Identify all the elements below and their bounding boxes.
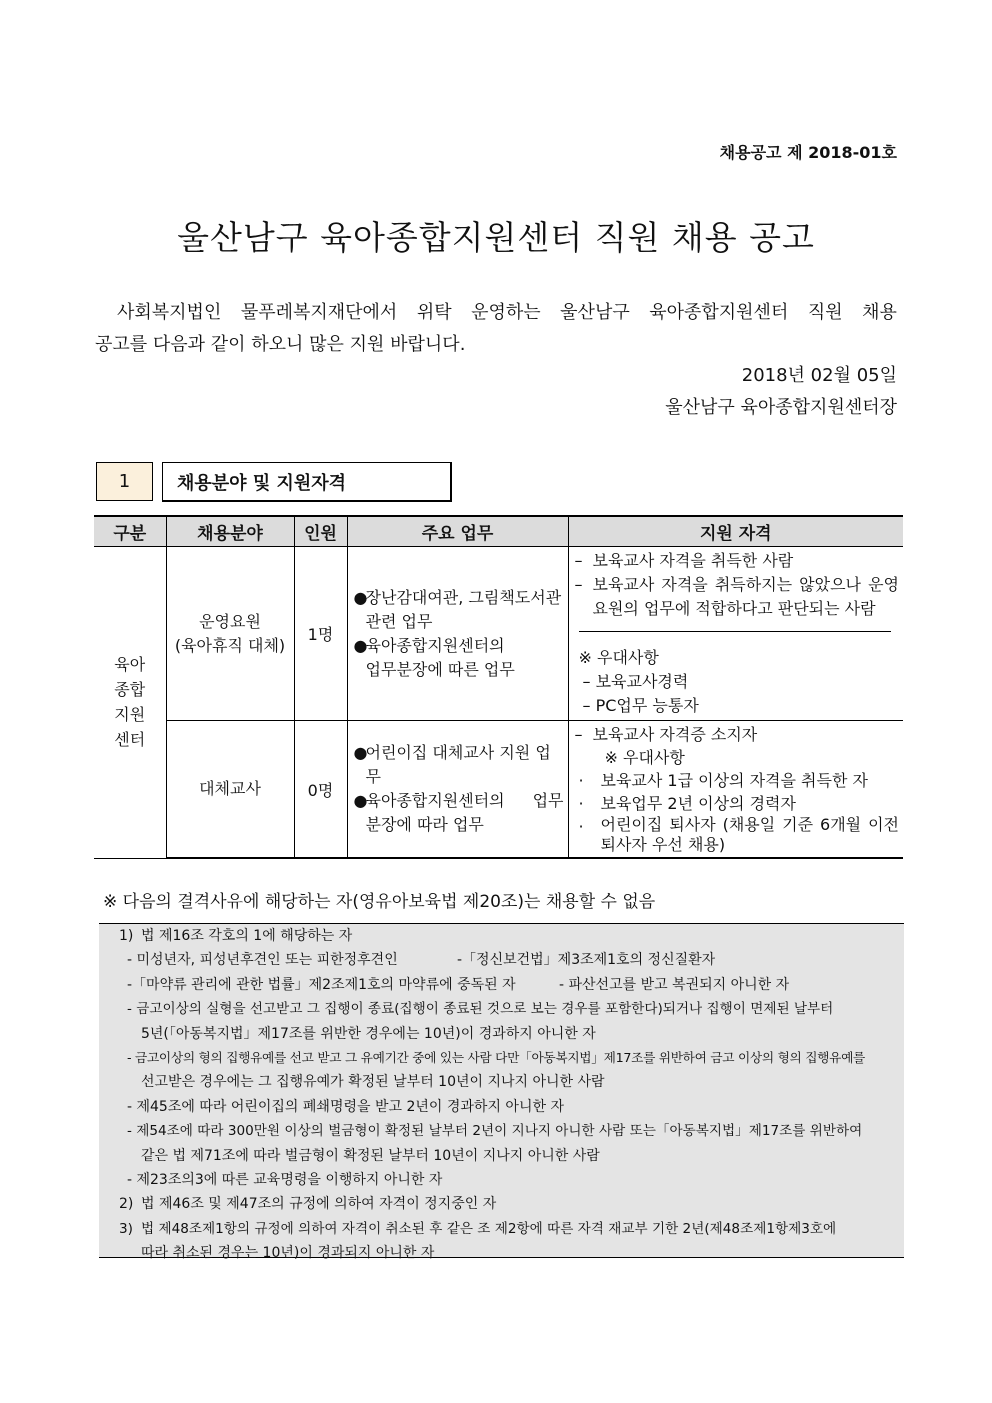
issuer: 울산남구 육아종합지원센터장 <box>665 397 897 418</box>
item-text: 법 제46조 및 제47조의 규정에 의하여 자격이 정지중인 자 <box>141 1196 497 1213</box>
notice-date: 2018년 02월 05일 <box>741 365 897 386</box>
category-text: 센터 <box>114 730 146 750</box>
field-cell <box>166 721 294 859</box>
dash-icon: – <box>574 725 583 744</box>
bullet-icon: ● <box>353 635 368 655</box>
duty-text: 장난감대여관, 그림책도서관 <box>365 587 562 607</box>
item-text: - 금고이상의 실형을 선고받고 그 집행이 종료(집행이 종료된 것으로 보는 경우를 포함한다)되거나 집행이 면제된 날부터 <box>127 1001 834 1018</box>
intro-word: 직원 <box>807 302 843 323</box>
header-duties: 주요 업무 <box>347 516 568 547</box>
duty-text: 육아종합지원센터의 <box>365 635 505 655</box>
qualification-text: 보육교사 자격을 취득하지는 않았으나 운영 <box>592 575 899 594</box>
item-text: - 제45조에 따라 어린이집의 폐쇄명령을 받고 2년이 경과하지 아니한 자 <box>127 1098 564 1115</box>
disqualification-box <box>99 923 904 1262</box>
field-name: 운영요원 <box>199 611 261 631</box>
preference-item: – 보육교사경력 <box>582 672 689 691</box>
list-item <box>119 997 890 1021</box>
duty-item <box>354 741 564 789</box>
count-cell: 1명 <box>294 547 347 721</box>
intro-word: 물푸레복지재단에서 <box>240 302 398 323</box>
item-text: -「정신보건법」제3조제1호의 정신질환자 <box>457 952 716 969</box>
table-header-row <box>94 516 903 547</box>
item-text: - 파산선고를 받고 복권되지 아니한 자 <box>559 976 790 993</box>
duty-text: 관련 업무 <box>365 611 433 631</box>
qualification-item <box>575 549 900 573</box>
table-row <box>94 721 903 859</box>
list-item <box>119 924 890 948</box>
category-text: 종합 <box>114 680 146 700</box>
dot-icon: · <box>578 794 584 813</box>
qualification-item <box>575 573 900 621</box>
intro-word: 울산남구 <box>560 302 630 323</box>
duty-item <box>354 586 564 634</box>
duty-text: 업무분장에 따른 업무 <box>365 659 515 679</box>
item-text: - 금고이상의 형의 집행유예를 선고 받고 그 유예기간 중에 있는 사람 다만「아동복지법」제17조를 위반하여 금고 이상의 형의 집행유예를 <box>127 1050 865 1066</box>
dot-icon: · <box>578 771 584 790</box>
qualification-text: 요원의 업무에 적합하다고 판단되는 사람 <box>592 599 876 618</box>
list-item <box>119 1119 890 1143</box>
preference-text: 퇴사자 우선 채용) <box>600 835 726 854</box>
preference-item: – PC업무 능통자 <box>582 696 699 715</box>
qualification-item <box>575 723 900 746</box>
category-text: 지원 <box>114 705 146 725</box>
item-number: 3) <box>119 1220 133 1237</box>
preference-title: ※ 우대사항 <box>604 748 685 767</box>
duty-item <box>354 789 564 837</box>
intro-paragraph <box>95 297 897 361</box>
item-text: 법 제16조 각호의 1에 해당하는 자 <box>141 928 353 944</box>
dot-icon: · <box>578 817 584 836</box>
header-qualifications: 지원 자격 <box>568 516 903 547</box>
field-note: (육아휴직 대체) <box>174 635 286 655</box>
list-item <box>119 1217 890 1241</box>
qualification-text: 보육교사 자격을 취득한 사람 <box>592 551 794 570</box>
list-item <box>119 1192 890 1216</box>
preference-item <box>575 792 900 815</box>
category-text: 육아 <box>114 655 146 675</box>
item-text: -「마약류 관리에 관한 법률」제2조제1호의 마약류에 중독된 자 <box>127 976 516 993</box>
preference-text: 보육업무 2년 이상의 경력자 <box>600 794 796 813</box>
qualification-cell <box>568 721 903 859</box>
intro-line-1 <box>95 297 897 329</box>
item-text: 같은 법 제71조에 따라 벌금형이 확정된 날부터 10년이 지나지 아니한 사람 <box>141 1147 600 1164</box>
preference-text: 어린이집 퇴사자 (채용일 기준 6개월 이전 <box>600 815 899 834</box>
notice-number: 채용공고 제 2018-01호 <box>719 143 897 162</box>
list-item <box>119 948 890 972</box>
list-item <box>119 1046 890 1070</box>
divider <box>579 631 892 632</box>
page-title: 울산남구 육아종합지원센터 직원 채용 공고 <box>177 218 815 257</box>
header-count: 인원 <box>294 516 347 547</box>
duties-cell <box>347 721 568 859</box>
intro-word: 운영하는 <box>471 302 541 323</box>
item-text: 따라 취소된 경우는 10년)이 경과되지 아니한 자 <box>141 1245 435 1262</box>
category-cell <box>94 547 166 859</box>
item-number: 1) <box>119 928 134 944</box>
field-name: 대체교사 <box>199 779 261 798</box>
header-category: 구분 <box>94 516 166 547</box>
preference-text: 보육교사 1급 이상의 자격을 취득한 자 <box>600 771 868 790</box>
intro-word: 사회복지법인 <box>117 302 222 323</box>
intro-word: 위탁 <box>416 302 452 323</box>
duty-text: 어린이집 대체교사 지원 업무 <box>365 743 551 786</box>
dash-icon: – <box>574 575 583 594</box>
duties-cell <box>347 547 568 721</box>
bullet-icon: ● <box>353 791 368 810</box>
table-row <box>94 547 903 721</box>
header-field: 채용분야 <box>166 516 294 547</box>
item-text: 법 제48조제1항의 규정에 의하여 자격이 취소된 후 같은 조 제2항에 따른 자격 재교부 기한 2년(제48조제1항제3호에 <box>141 1220 837 1237</box>
qualification-text: 보육교사 자격증 소지자 <box>592 725 758 744</box>
section-number: 1 <box>96 462 153 501</box>
field-cell <box>166 547 294 721</box>
intro-line-2: 공고를 다음과 같이 하오니 많은 지원 바랍니다. <box>95 334 466 355</box>
intro-word: 채용 <box>862 302 897 323</box>
item-number: 2) <box>119 1196 134 1213</box>
item-text: 5년(「아동복지법」제17조를 위반한 경우에는 10년)이 경과하지 아니한 자 <box>141 1025 596 1042</box>
preference-item <box>575 769 900 792</box>
duty-text: 육아종합지원센터의 업무 <box>365 791 564 810</box>
duty-text: 분장에 따라 업무 <box>365 815 484 834</box>
duty-item <box>354 634 564 682</box>
item-text: - 제23조의3에 따른 교육명령을 이행하지 아니한 자 <box>127 1172 443 1189</box>
list-item <box>119 973 890 997</box>
bullet-icon: ● <box>353 587 368 607</box>
list-item <box>119 1095 890 1119</box>
item-text: - 제54조에 따라 300만원 이상의 벌금형이 확정된 날부터 2년이 지나지 아니한 사람 또는「아동복지법」제17조를 위반하여 <box>127 1123 863 1140</box>
bullet-icon: ● <box>353 743 368 762</box>
preference-title: ※ 우대사항 <box>578 648 659 667</box>
hiring-table <box>94 515 903 859</box>
intro-word: 육아종합지원센터 <box>649 302 789 323</box>
disqualification-title: ※ 다음의 결격사유에 해당하는 자(영유아보육법 제20조)는 채용할 수 없음 <box>103 892 656 912</box>
qualification-cell <box>568 547 903 721</box>
count-cell: 0명 <box>294 721 347 859</box>
item-text: 선고받은 경우에는 그 집행유예가 확정된 날부터 10년이 지나지 아니한 사람 <box>141 1074 605 1091</box>
section-title: 채용분야 및 지원자격 <box>162 462 452 502</box>
list-item <box>119 1168 890 1192</box>
dash-icon: – <box>574 551 583 570</box>
preference-item <box>575 815 900 855</box>
item-text: - 미성년자, 피성년후견인 또는 피한정후견인 <box>127 952 398 969</box>
